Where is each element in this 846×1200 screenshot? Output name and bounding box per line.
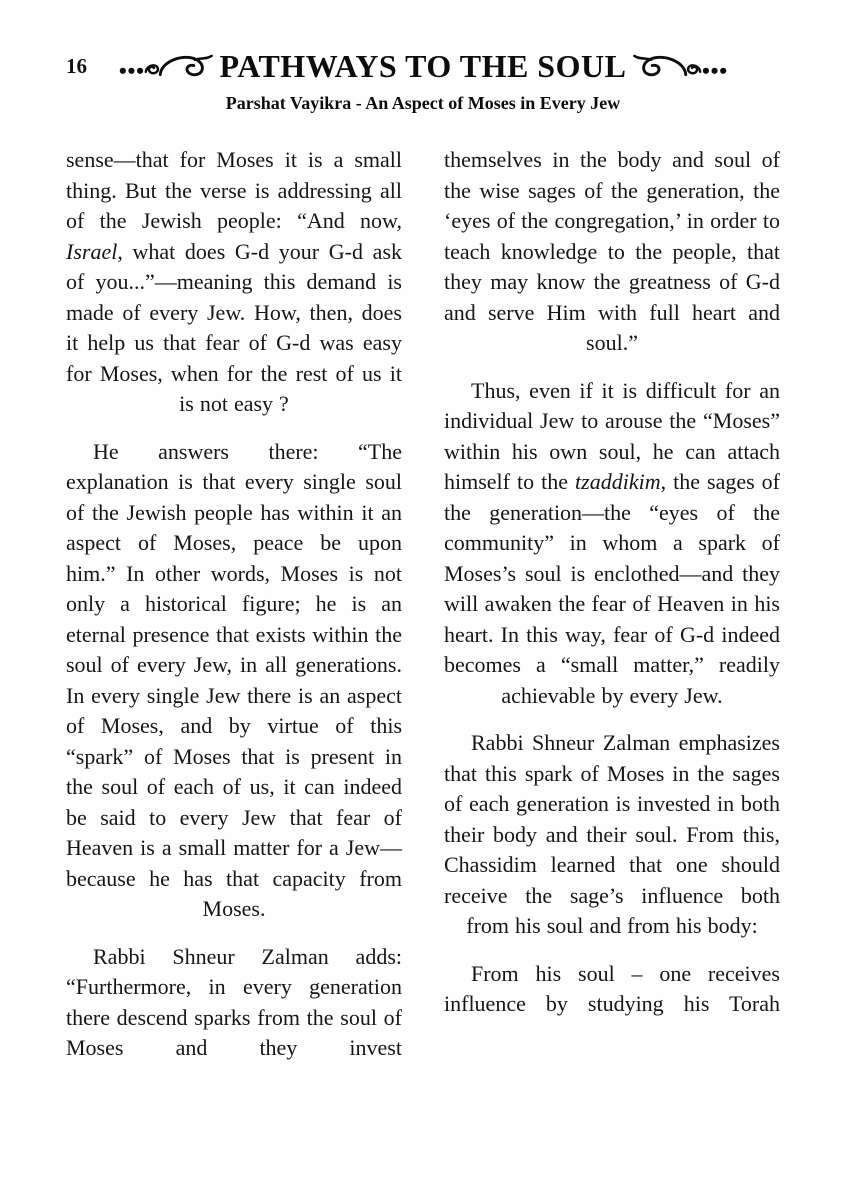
text-run: Rabbi Shneur Zalman adds: “Furthermore, in every generation there descend sparks from the soul of Moses and they invest	[66, 943, 402, 1060]
flourish-left-icon	[118, 50, 214, 82]
paragraph	[444, 145, 780, 359]
text-run: themselves in the body and soul of the wise sages of the generation, the ‘eyes of the congregation,’ in order to teach knowledge to the people, that they may know the greatness of G-d and serve Him with full heart and soul.”	[444, 147, 780, 355]
paragraph	[66, 145, 402, 420]
paragraph	[444, 959, 780, 1020]
text-run: Rabbi Shneur Zalman emphasizes that this spark of Moses in the sages of each generation is invested in both their body and their soul. From this, Chassidim learned that one should receive the sage’s influence both from his soul and from his body:	[444, 730, 780, 938]
page-number: 16	[66, 54, 87, 78]
page-header	[0, 46, 846, 114]
text-run: Thus, even if it is difficult for an individual Jew to arouse the “Moses” within his own soul, he can attach himself to the	[444, 377, 780, 494]
left-column	[66, 145, 402, 1064]
italic-text: Israel	[66, 238, 118, 264]
text-run: He answers there: “The explanation is that every single soul of the Jewish people has within it an aspect of Moses, peace be upon him.” In other words, Moses is not only a historical figure; he is an eternal presence that exists within the soul of every Jew, in all generations. In every single Jew there is an aspect of Moses, and by virtue of this “spark” of Moses that is present in the soul of each of us, it can indeed be said to every Jew that fear of Heaven is a small matter for a Jew—because he has that capacity from Moses.	[66, 438, 402, 921]
page-title: PATHWAYS TO THE SOUL	[219, 47, 627, 84]
paragraph	[444, 376, 780, 712]
text-run: From his soul – one receives influence by studying his Torah	[444, 960, 780, 1016]
paragraph	[66, 942, 402, 1064]
title-row	[0, 46, 846, 86]
text-columns	[0, 145, 846, 1064]
paragraph	[444, 728, 780, 942]
right-column	[444, 145, 780, 1064]
italic-text: tzaddikim	[575, 469, 661, 494]
page-subtitle: Parshat Vayikra - An Aspect of Moses in Every Jew	[225, 93, 621, 113]
paragraph	[66, 437, 402, 925]
text-run: , what does G-d your G-d ask of you...”—meaning this demand is made of every Jew. How, then, does it help us that fear of G-d was easy for Moses, when for the rest of us it is not easy ?	[66, 238, 402, 416]
text-run: sense—that for Moses it is a small thing. But the verse is addressing all of the Jewish people: “And now,	[66, 147, 402, 233]
flourish-right-icon	[632, 50, 728, 82]
text-run: , the sages of the generation—the “eyes of the community” in whom a spark of Moses’s soul is enclothed—and they will awaken the fear of Heaven in his heart. In this way, fear of G-d indeed becomes a “small matter,” readily achievable by every Jew.	[444, 469, 780, 708]
